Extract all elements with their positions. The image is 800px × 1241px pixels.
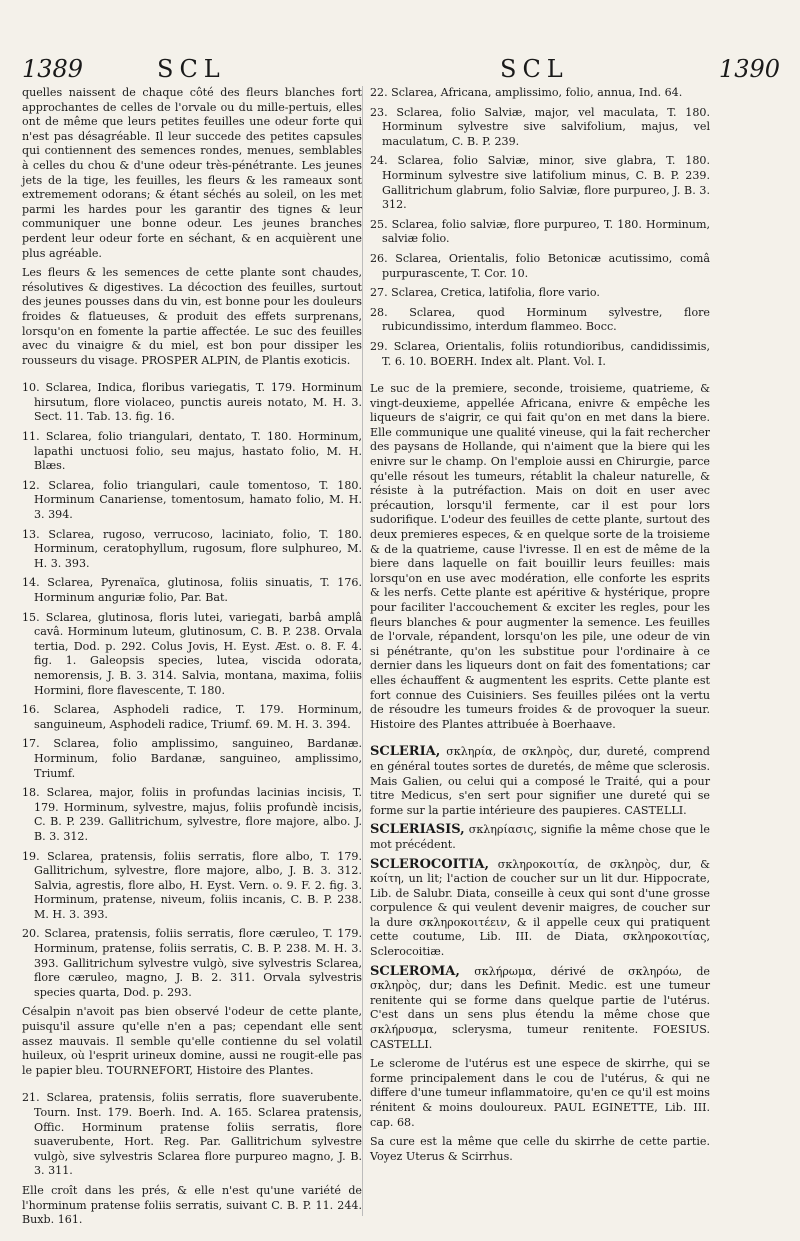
list-item: 10. Sclarea, Indica, floribus variegatis, T. 179. Horminum hirsutum, flore violaceo, punctis aureis notato, M. H. 3. Sect. 11. Tab. 13. fig. 16. — [22, 381, 362, 424]
list-item: 23. Sclarea, folio Salviæ, major, vel maculata, T. 180. Horminum sylvestre sive salvifolium, majus, vel maculatum, C. B. P. 239. — [370, 105, 710, 148]
list-item: 21. Sclarea, pratensis, foliis serratis, flore suaverubente. Tourn. Inst. 179. Boerh. Ind. A. 165. Sclarea pratensis, Offic. Horminum pratense foliis serratis, flore suaverubente, Hort. Reg. Par. Gallitrichum sylvestre vulgò, sive sylvestris Sclarea flore purpureo magno, J. B. 3. 311. — [22, 1091, 362, 1178]
headword: SCLEROMA, — [370, 963, 460, 979]
paragraph: Les fleurs & les semences de cette plante sont chaudes, résolutives & digestives. La décoction des feuilles, surtout des jeunes pousses dans du vin, est bonne pour les douleurs froides & flatueuses, & produit des effets surprenans, lorsqu'on en fomente la partie affectée. Le suc des feuilles avec du vinaigre & du miel, est bon pour dissiper les rousseurs du visage. PROSPER ALPIN, de Plantis exoticis. — [22, 266, 362, 367]
paragraph: Le sclerome de l'utérus est une espece de skirrhe, qui se forme principalement dans le cou de l'utérus, & qui ne differe d'une tumeur inflammatoire, qu'en ce qu'il est moins rénitent & moins douloureux. PAUL EGINETTE, Lib. III. cap. 68. — [370, 1057, 710, 1129]
list-item: 13. Sclarea, rugoso, verrucoso, laciniato, folio, T. 180. Horminum, ceratophyllum, rugosum, flore sulphureo, M. H. 3. 393. — [22, 527, 362, 570]
list-item: 15. Sclarea, glutinosa, floris lutei, variegati, barbâ amplâ cavâ. Horminum luteum, glutinosum, C. B. P. 238. Orvala tertia, Dod. p. 292. Colus Jovis, H. Eyst. Æst. o. 8. F. 4. fig. 1. Galeopsis species, lutea, viscida odorata, nemorensis, J. B. 3. 314. Salvia, montana, maxima, foliis Hormini, flore flavescente, T. 180. — [22, 610, 362, 697]
paragraph: Le suc de la premiere, seconde, troisieme, quatrieme, & vingt-deuxieme, appellée Africana, enivre & empêche les liqueurs de s'aigrir, ce qui fait qu'on en met dans la biere. Elle communique une qualité vineuse, qui la fait rechercher des paysans de Hollande, qui n'aiment que la biere qui les enivre sur le champ. On l'emploie aussi en Chirurgie, parce qu'elle résout les tumeurs, rétablit la chaleur naturelle, & résiste à la putréfaction. Mais on doit en user avec précaution, lorsqu'il fermente, car il est pour lors sudorifique. L'odeur des feuilles de cette plante, surtout des deux premieres especes, & en quelque sorte de la troisieme & de la quatrieme, cause l'ivresse. Il en est de même de la biere dans laquelle on fait bouillir leurs feuilles: mais lorsqu'on en use avec modération, elle conforte les esprits & les nerfs. Cette plante est apéritive & hystérique, propre pour faciliter l'accouchement & exciter les regles, pour les fleurs blanches & pour augmenter la semence. Les feuilles de l'orvale, répandent, lorsqu'on les pile, une odeur de vin si pénétrante, qu'on les substitue pour l'ordinaire à ce dernier dans les liqueurs dont on fait des fomentations; car elles échauffent & augmentent les esprits. Cette plante est fort connue des Cuisiniers. Ses feuilles pilées ont la vertu de résoudre les tumeurs froides & de provoquer la sueur. Histoire des Plantes attribuée à Boerhaave. — [370, 382, 710, 731]
list-item: 20. Sclarea, pratensis, foliis serratis, flore cæruleo, T. 179. Horminum, pratense, foliis serratis, C. B. P. 238. M. H. 3. 393. Gallitrichum sylvestre vulgò, sive sylvestris Sclarea, flore cæruleo, magno, J. B. 2. 311. Orvala sylvestris species quarta, Dod. p. 293. — [22, 927, 362, 999]
list-item: 16. Sclarea, Asphodeli radice, T. 179. Horminum, sanguineum, Asphodeli radice, Triumf. 69. M. H. 3. 394. — [22, 703, 362, 731]
list-item: 18. Sclarea, major, foliis in profundas lacinias incisis, T. 179. Horminum, sylvestre, majus, foliis profundè incisis, C. B. P. 239. Gallitrichum, sylvestre, flore majore, albo. J. B. 3. 312. — [22, 786, 362, 843]
paragraph: Elle croît dans les prés, & elle n'est qu'une variété de l'horminum pratense foliis serratis, suivant C. B. P. 11. 244. Buxb. 161. — [22, 1183, 362, 1227]
list-item: 25. Sclarea, folio salviæ, flore purpureo, T. 180. Horminum, salviæ folio. — [370, 217, 710, 246]
headword: SCLEROCOITIA, — [370, 856, 490, 872]
list-item: 24. Sclarea, folio Salviæ, minor, sive glabra, T. 180. Horminum sylvestre sive latifolium minus, C. B. P. 239. Gallitrichum glabrum, folio Salviæ, flore purpureo, J. B. 3. 312. — [370, 154, 710, 212]
list-item: 12. Sclarea, folio triangulari, caule tomentoso, T. 180. Horminum Canariense, tomentosum, hamato folio, M. H. 3. 394. — [22, 478, 362, 522]
list-item: 11. Sclarea, folio triangulari, dentato, T. 180. Horminum, lapathi unctuosi folio, seu majus, hastato folio, M. H. Blæs. — [22, 430, 362, 473]
left-running-title: SCL — [157, 55, 226, 83]
list-item: 17. Sclarea, folio amplissimo, sanguineo, Bardanæ. Horminum, folio Bardanæ, sanguineo, amplissimo, Triumf. — [22, 737, 362, 780]
dictionary-entry-scleriasis — [370, 823, 710, 852]
column-divider — [362, 86, 363, 1216]
right-column — [370, 86, 710, 1169]
right-page-number: 1390 — [718, 55, 780, 83]
list-item: 19. Sclarea, pratensis, foliis serratis, flore albo, T. 179. Gallitrichum, sylvestre, flore majore, albo, J. B. 3. 312. Salvia, agrestis, flore albo, H. Eyst. Vern. o. 9. F. 2. fig. 3. Horminum, pratense, niveum, foliis incanis, C. B. P. 238. M. H. 3. 393. — [22, 849, 362, 921]
headword: SCLERIA, — [370, 744, 441, 760]
list-item: 26. Sclarea, Orientalis, folio Betonicæ acutissimo, comâ purpurascente, T. Cor. 10. — [370, 251, 710, 280]
dictionary-entry-scleria — [370, 745, 710, 818]
page-header — [22, 55, 780, 87]
dictionary-entry-sclerocoitia — [370, 858, 710, 960]
entry-text: σκλήρωμα, dérivé de σκληρόω, de σκληρὸς, dur; dans les Definit. Medic. est une tumeur renitente qui se forme dans quelque partie de l'utérus. C'est dans un sens plus étendu la même chose que σκλήρυσμα, sclerysma, tumeur renitente. FOESIUS. CASTELLI. — [370, 964, 710, 1051]
dictionary-entry-scleroma — [370, 965, 710, 1053]
right-running-title: SCL — [500, 55, 569, 83]
list-item: 22. Sclarea, Africana, amplissimo, folio, annua, Ind. 64. — [370, 86, 683, 99]
paragraph: quelles naissent de chaque côté des fleurs blanches fort approchantes de celles de l'orvale ou du mille-pertuis, elles ont de même que leurs petites feuilles une odeur forte qui n'est pas désagréable. Il leur succede des petites capsules qui contiennent des semences rondes, menues, semblables à celles du chou & d'une odeur très-pénétrante. Les jeunes jets de la tige, les feuilles, les fleurs & les rameaux sont extremement odorans; & étant séchés au soleil, on les met parmi les hardes pour les garantir des tignes & leur communiquer une bonne odeur. Les jeunes branches perdent leur odeur forte en séchant, & en acquièrent une plus agréable. — [22, 86, 362, 260]
list-item: 27. Sclarea, Cretica, latifolia, flore vario. — [370, 286, 600, 300]
entry-text: σκληρία, de σκληρὸς, dur, dureté, comprend en général toutes sortes de duretés, de même que sclerosis. Mais Galien, ou celui qui a composé le Traité, qui a pour titre Medicus, s'en sert pour signifier une dureté qui se forme sur la partie intérieure des paupieres. CASTELLI. — [370, 745, 710, 817]
headword: SCLERIASIS, — [370, 822, 465, 838]
paragraph: Césalpin n'avoit pas bien observé l'odeur de cette plante, puisqu'il assure qu'elle n'en a pas; cependant elle sent assez mauvais. Il semble qu'elle contienne du sel volatil huileux, où l'esprit urineux domine, aussi ne rougit-elle pas le papier bleu. TOURNEFORT, Histoire des Plantes. — [22, 1005, 362, 1077]
list-item: 29. Sclarea, Orientalis, foliis rotundioribus, candidissimis, T. 6. 10. BOERH. Index alt. Plant. Vol. I. — [370, 339, 710, 368]
entry-text: σκληροκοιτία, de σκληρὸς, dur, & κοίτη, un lit; l'action de coucher sur un lit dur. Hippocrate, Lib. de Salubr. Diata, conseille à ceux qui sont d'une grosse corpulence & qui veulent devenir maigres, de coucher sur la dure σκληροκοιτέειν, & il appelle ceux qui pratiquent cette coutume, Lib. III. de Diata, σκληροκοιτίας, Sclerocoitiæ. — [370, 857, 710, 959]
left-column — [22, 86, 362, 1233]
left-page-number: 1389 — [22, 55, 84, 83]
list-item: 28. Sclarea, quod Horminum sylvestre, flore rubicundissimo, interdum flammeo. Bocc. — [370, 305, 710, 334]
entry-text: σκληρίασις, signifie la même chose que le mot précédent. — [370, 823, 710, 851]
paragraph: Sa cure est la même que celle du skirrhe de cette partie. Voyez Uterus & Scirrhus. — [370, 1135, 710, 1163]
list-item: 14. Sclarea, Pyrenaïca, glutinosa, foliis sinuatis, T. 176. Horminum anguriæ folio, Par. Bat. — [22, 576, 362, 604]
